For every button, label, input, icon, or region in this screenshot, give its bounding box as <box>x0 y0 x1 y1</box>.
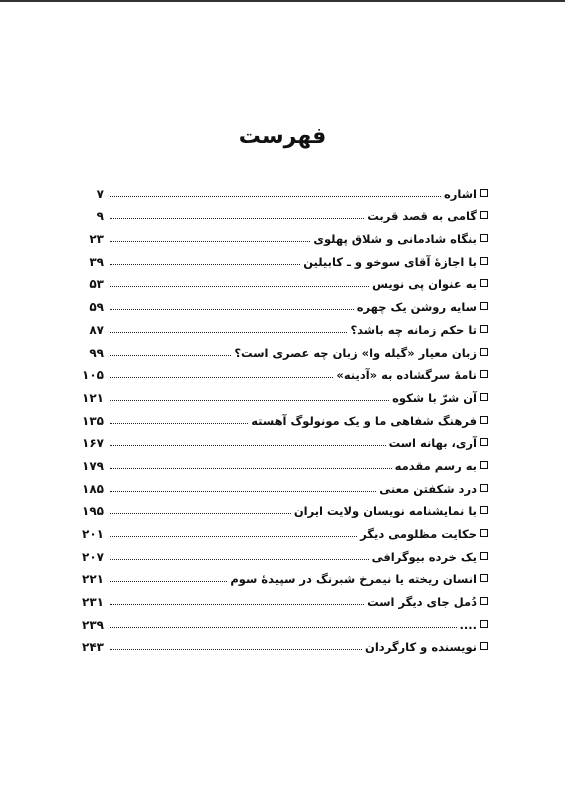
toc-page-number: ۱۲۱ <box>82 390 104 405</box>
toc-entry-title: سایه روشن یک چهره <box>356 300 477 315</box>
dot-leader <box>110 513 291 514</box>
square-bullet-icon <box>480 393 488 401</box>
toc-page-number: ۲۳ <box>89 232 104 247</box>
toc-entry-title: زبان معیار «گیله وا» زبان چه عصری است؟ <box>234 345 477 360</box>
toc-entry <box>78 383 488 406</box>
square-bullet-icon <box>480 597 488 605</box>
toc-page-number: ۱۰۵ <box>82 368 104 383</box>
square-bullet-icon <box>480 279 488 287</box>
toc-entry-title: نویسنده و کارگردان <box>365 640 477 655</box>
toc-page-number: ۱۸۵ <box>82 481 104 496</box>
toc-page-number: ۲۰۷ <box>82 549 104 564</box>
dot-leader <box>110 491 376 492</box>
toc-page-number: ۳۹ <box>89 254 104 269</box>
toc-entry <box>78 292 488 315</box>
dot-leader <box>110 559 369 560</box>
toc-entry-title: با اجازهٔ آقای سوخو و ـ کابیلین <box>303 254 477 269</box>
dot-leader <box>110 445 386 446</box>
square-bullet-icon <box>480 438 488 446</box>
toc-page-number: ۱۷۹ <box>82 458 104 473</box>
toc-entry-title: اشاره <box>444 186 477 201</box>
square-bullet-icon <box>480 189 488 197</box>
square-bullet-icon <box>480 484 488 492</box>
toc-page-number: ۲۲۱ <box>82 572 104 587</box>
toc-page-number: ۲۳۱ <box>82 595 104 610</box>
toc-entry <box>78 565 488 588</box>
toc-page-number: ۵۳ <box>89 277 104 292</box>
toc-entry-title: آن شرّ با شکوه <box>392 390 477 405</box>
toc-entry <box>78 497 488 520</box>
dot-leader <box>110 264 300 265</box>
dot-leader <box>110 604 364 605</box>
dot-leader <box>110 581 227 582</box>
toc-page-number: ۲۴۳ <box>82 640 104 655</box>
square-bullet-icon <box>480 574 488 582</box>
table-of-contents <box>78 179 488 655</box>
dot-leader <box>110 286 369 287</box>
toc-entry-title: درد شکفتن معنی <box>379 481 477 496</box>
toc-page-number: ۱۹۵ <box>82 504 104 519</box>
square-bullet-icon <box>480 325 488 333</box>
toc-entry <box>78 224 488 247</box>
page-title: فهرست <box>238 124 327 149</box>
square-bullet-icon <box>480 620 488 628</box>
toc-page-number: ۲۰۱ <box>82 527 104 541</box>
square-bullet-icon <box>480 506 488 514</box>
toc-entry <box>78 633 488 656</box>
toc-entry <box>78 247 488 270</box>
toc-entry <box>78 429 488 452</box>
toc-page-number: ۸۷ <box>89 322 104 337</box>
toc-entry-title: با نمایشنامه نویسان ولایت ایران <box>293 504 477 519</box>
toc-entry <box>78 361 488 384</box>
dot-leader <box>110 377 333 378</box>
dot-leader <box>110 400 389 401</box>
dot-leader <box>110 196 441 197</box>
toc-entry <box>78 315 488 338</box>
toc-entry <box>78 202 488 225</box>
toc-page-number: ۱۶۷ <box>82 436 104 451</box>
toc-entry <box>78 338 488 361</box>
toc-entry <box>78 587 488 610</box>
toc-entry-title: انسان ریخته یا نیمرخ شبرنگ در سپیدهٔ سوم <box>230 572 477 587</box>
toc-entry <box>78 406 488 429</box>
toc-page-number: ۵۹ <box>89 300 104 315</box>
square-bullet-icon <box>480 642 488 650</box>
toc-page-number: ۹ <box>96 209 104 224</box>
toc-entry <box>78 451 488 474</box>
toc-page-number: ۲۳۹ <box>82 617 104 632</box>
toc-entry-title: آری، بهانه است <box>388 436 477 451</box>
dot-leader <box>110 218 364 219</box>
dot-leader <box>110 627 457 628</box>
dot-leader <box>110 332 347 333</box>
toc-entry-title: تا حکم زمانه چه باشد؟ <box>350 322 477 337</box>
toc-page-number: ۷ <box>96 186 104 201</box>
toc-entry <box>78 519 488 542</box>
square-bullet-icon <box>480 234 488 242</box>
toc-entry-title: نامهٔ سرگشاده به «آدینه» <box>336 368 477 383</box>
square-bullet-icon <box>480 302 488 310</box>
square-bullet-icon <box>480 211 488 219</box>
toc-entry-title: به رسم مقدمه <box>394 458 477 473</box>
square-bullet-icon <box>480 552 488 560</box>
toc-entry-title: یک خرده بیوگرافی <box>371 549 477 564</box>
dot-leader <box>110 355 231 356</box>
toc-entry-title: بنگاه شادمانی و شلاق پهلوی <box>313 232 477 247</box>
toc-entry-title: به عنوان پی نویس <box>372 277 477 292</box>
dot-leader <box>110 423 248 424</box>
toc-entry-title: .... <box>459 617 477 632</box>
dot-leader <box>110 468 392 469</box>
square-bullet-icon <box>480 461 488 469</box>
square-bullet-icon <box>480 416 488 424</box>
toc-page-number: ۱۳۵ <box>82 413 104 428</box>
dot-leader <box>110 241 310 242</box>
square-bullet-icon <box>480 370 488 378</box>
square-bullet-icon <box>480 529 488 537</box>
toc-entry <box>78 542 488 565</box>
toc-entry <box>78 270 488 293</box>
dot-leader <box>110 536 357 537</box>
toc-entry-title: دُمل جای دیگر است <box>367 595 477 610</box>
square-bullet-icon <box>480 348 488 356</box>
toc-entry <box>78 474 488 497</box>
toc-entry <box>78 610 488 633</box>
toc-entry <box>78 179 488 202</box>
toc-page-number: ۹۹ <box>89 345 104 360</box>
dot-leader <box>110 649 362 650</box>
toc-entry-title: فرهنگ شفاهی ما و یک مونولوگ آهسته <box>251 413 477 428</box>
dot-leader <box>110 309 354 310</box>
toc-entry-title: گامی به قصد قربت <box>367 209 477 224</box>
square-bullet-icon <box>480 257 488 265</box>
toc-entry-title: حکایت مظلومی دیگر <box>360 527 477 541</box>
